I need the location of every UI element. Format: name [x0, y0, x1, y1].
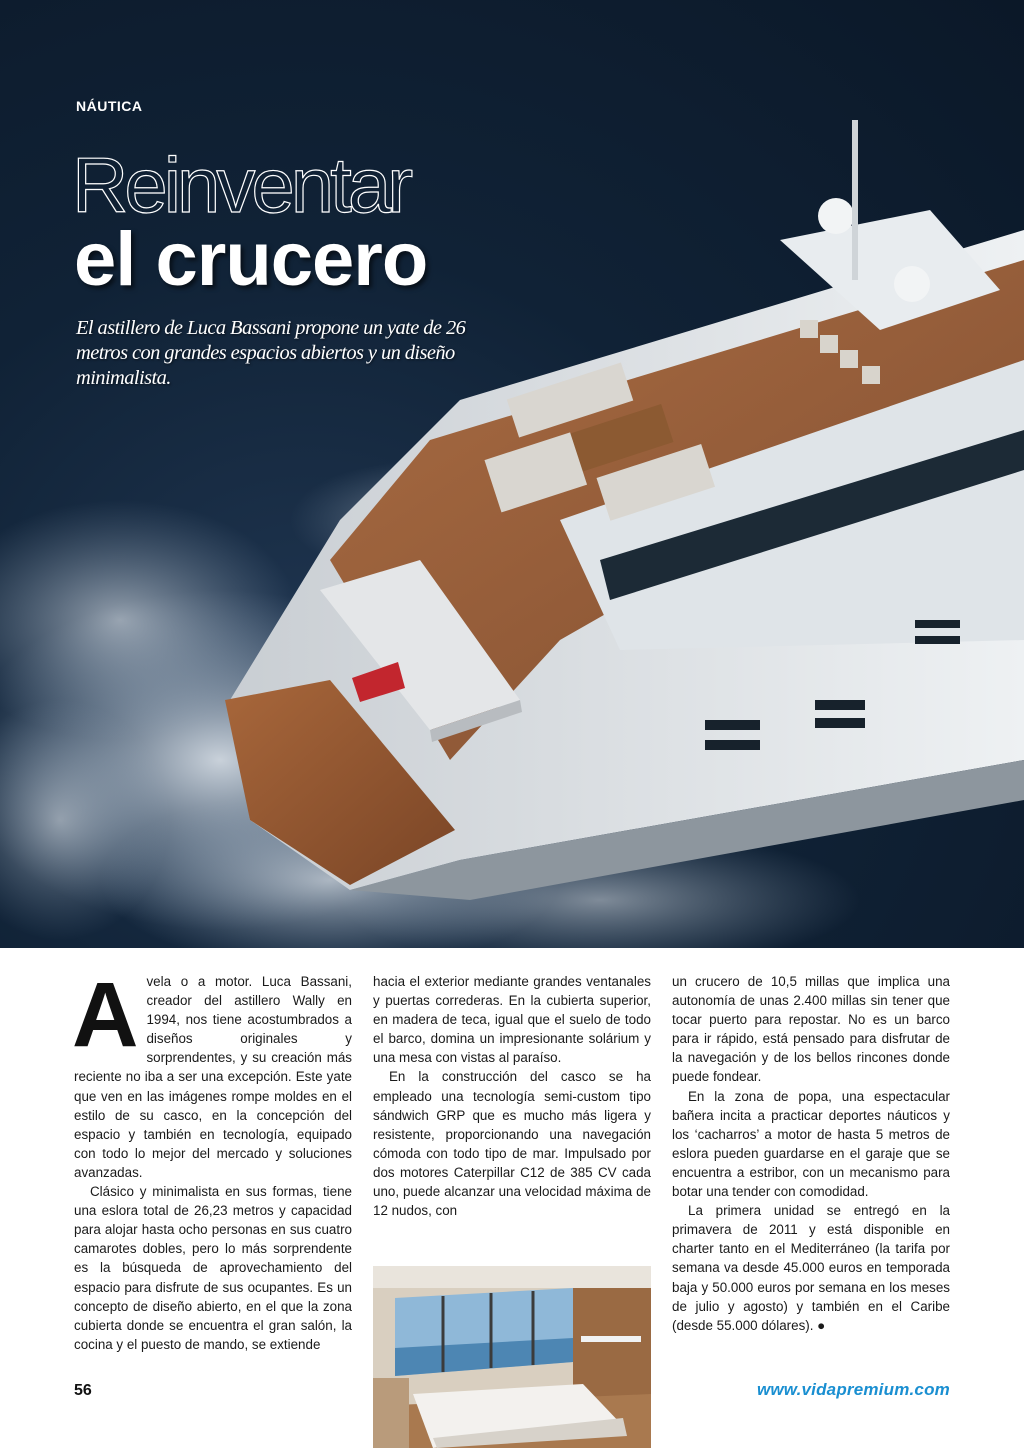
paragraph: En la zona de popa, una espectacular bañera incita a practicar deportes náuticos y los ‘cacharros’ a motor de hasta 5 metros de eslora pueden guardarse en el garaje que se encuentra a estribor, con un mecanismo para botar una tender con comodidad.	[672, 1088, 950, 1200]
page-number: 56	[74, 1382, 92, 1399]
footer-url-link[interactable]: www.vidapremium.com	[756, 1380, 950, 1399]
paragraph	[72, 964, 352, 1182]
deck-subtitle: El astillero de Luca Bassani propone un yate de 26 metros con grandes espacios abiertos y un diseño minimalista.	[76, 317, 466, 389]
headline-light: Reinventar	[72, 141, 410, 229]
paragraph: En la construcción del casco se ha empleado una tecnología semi-custom tipo sándwich GRP que es mucho más ligera y resistente, proporcionando una navegación cómoda con todo tipo de mar. Impulsado por dos motores Caterpillar C12 de 385 CV cada uno, puede alcanzar una velocidad máxima de 12 nudos, con	[373, 1069, 651, 1219]
article-column-1	[72, 964, 352, 1354]
drop-cap: A	[72, 964, 139, 1066]
paragraph-text: vela o a motor. Luca Bassani, creador del astillero Wally en 1994, nos tiene acostumbrados a diseños originales y sorprendentes, y su creación más reciente no iba a ser una excepción. Este yate que ven en las imágenes rompe moldes en el estilo de su casco, en la concepción del espacio y también en tecnología, equipado con todo lo mejor del mercado y soluciones avanzadas.	[74, 974, 352, 1180]
interior-photo	[373, 1266, 651, 1448]
cabin-illustration	[373, 1266, 651, 1448]
paragraph: La primera unidad se entregó en la primavera de 2011 y está disponible en charter tanto en el Mediterráneo (la tarifa por semana va desde 45.000 euros en temporada baja y 50.000 euros por semana en los meses de julio y agosto) y también en el Caribe (desde 55.000 dólares). ●	[672, 1203, 950, 1333]
paragraph: hacia el exterior mediante grandes ventanales y puertas correderas. En la cubierta superior, en madera de teca, igual que el suelo de todo el barco, domina un impresionante solárium y una mesa con vistas al paraíso.	[373, 974, 651, 1066]
article-column-3	[672, 972, 950, 1335]
paragraph: un crucero de 10,5 millas que implica una autonomía de unas 2.400 millas sin tener que tocar puerto para repostar. No es un barco para ir rápido, está pensado para disfrutar de la navegación y de los bellos rincones donde puede fondear.	[672, 974, 950, 1085]
headline-bold: el crucero	[74, 217, 428, 302]
section-tag: NÁUTICA	[76, 98, 143, 114]
mast	[852, 120, 858, 280]
paragraph: Clásico y minimalista en sus formas, tiene una eslora total de 26,23 metros y capacidad para alojar hasta ocho personas en sus cuatro camarotes dobles, pero lo más sorprendente es la búsqueda de aprovechamiento del espacio para disfrute de sus ocupantes. Es un concepto de diseño abierto, en el que la zona cubierta donde se encuentra el gran salón, la cocina y el puesto de mando, se extiende	[74, 1184, 352, 1352]
article-column-2	[373, 972, 651, 1220]
